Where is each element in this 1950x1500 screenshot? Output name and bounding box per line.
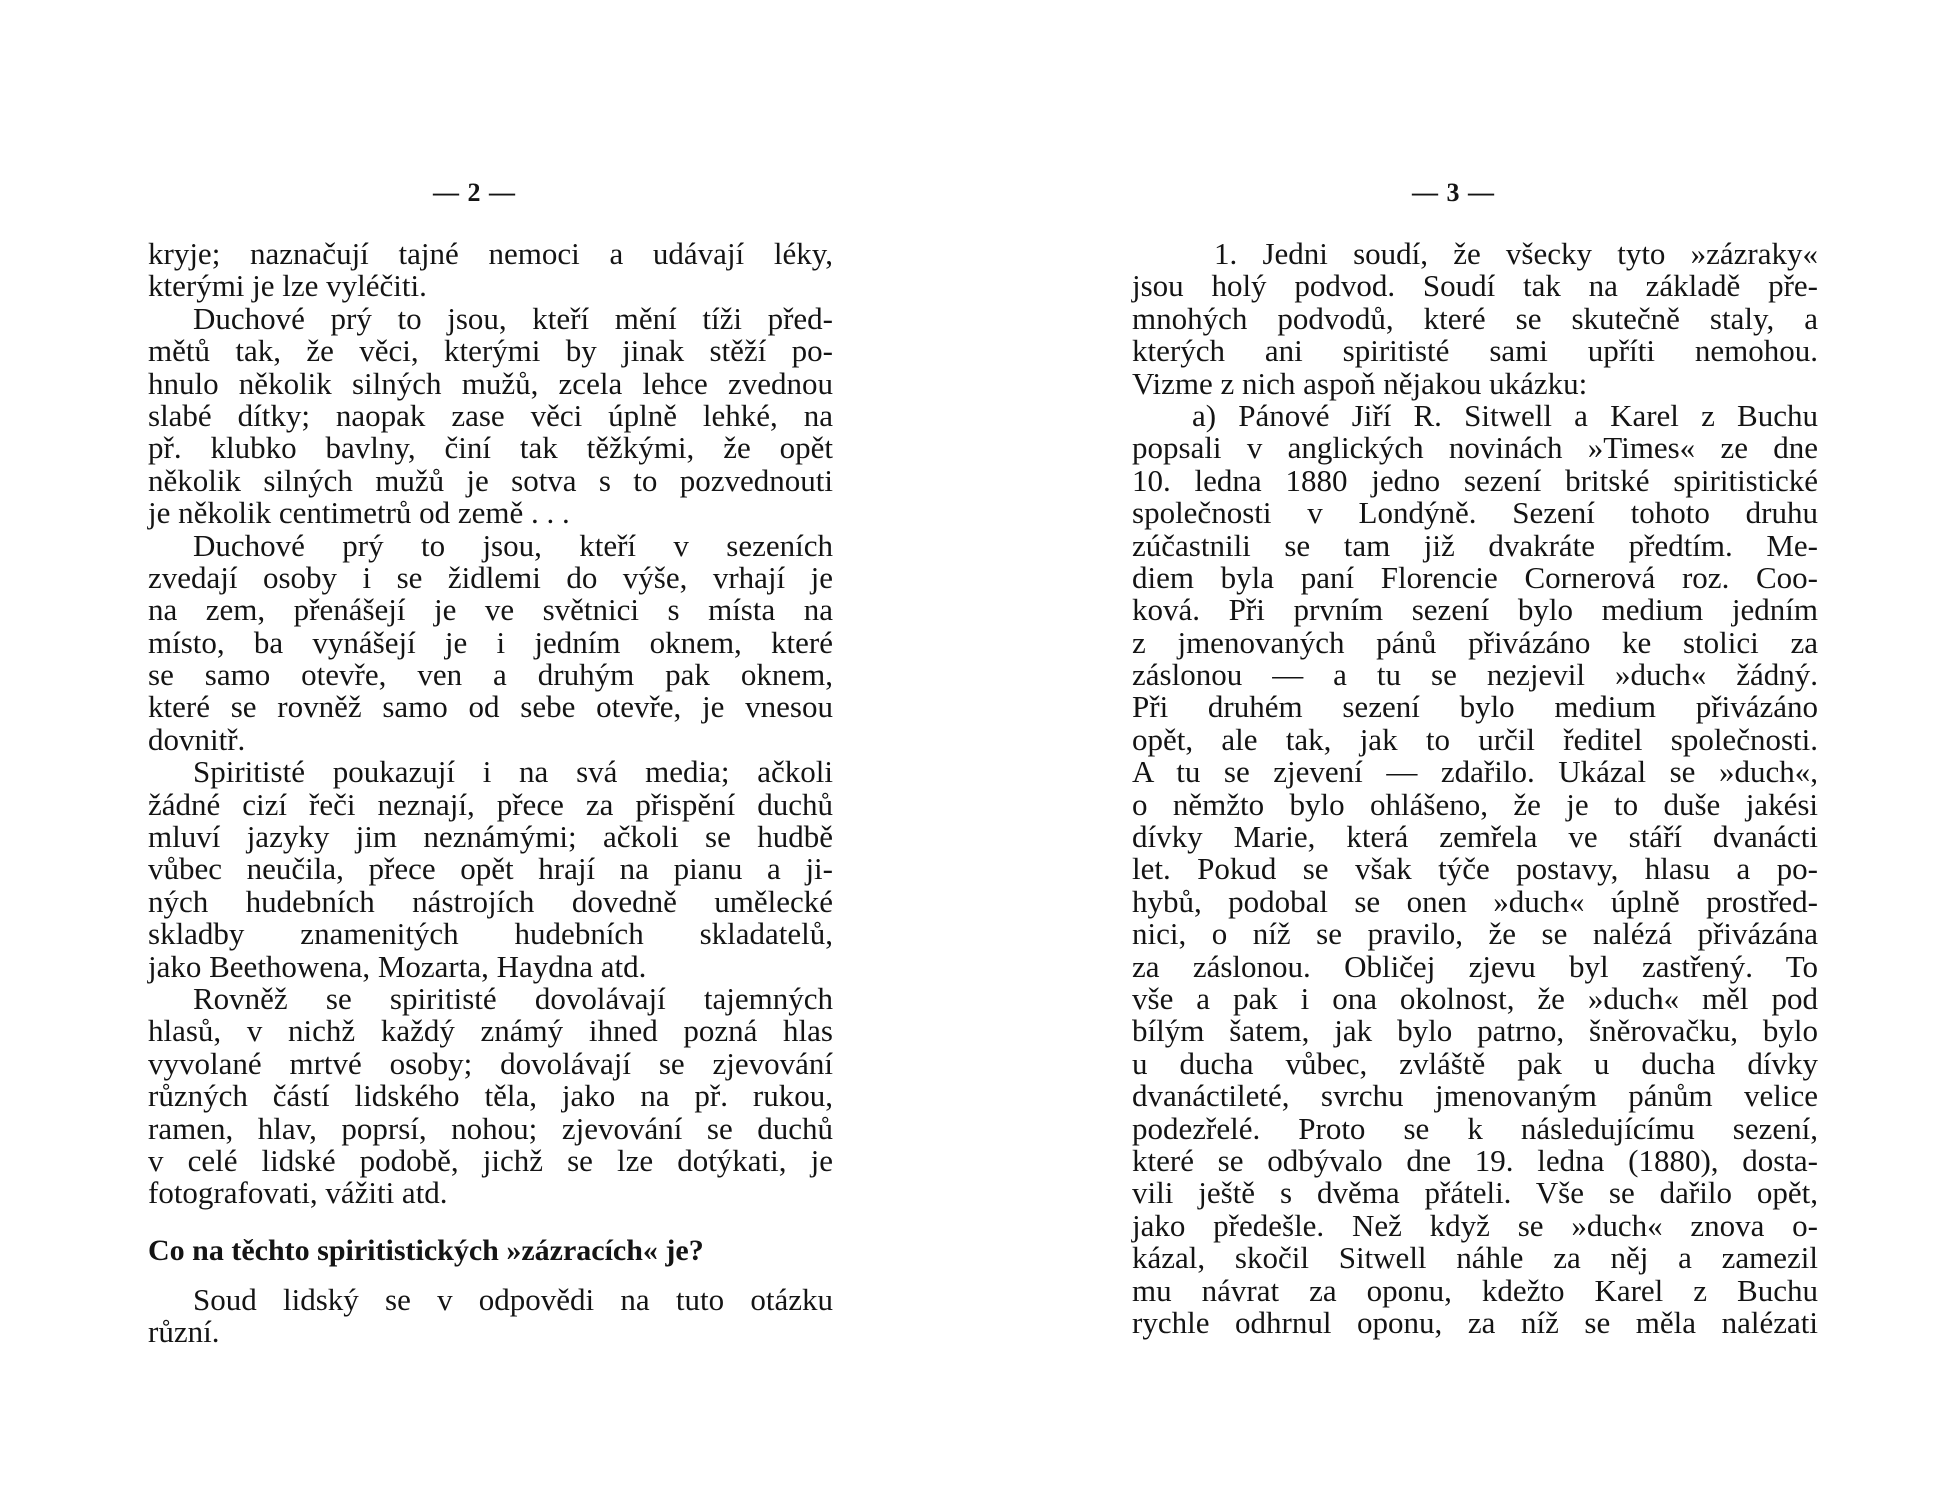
left-text-line: zvedají osoby i se židlemi do výše, vrhají je	[148, 559, 833, 595]
left-text-line: Duchové prý to jsou, kteří mění tíži před-	[193, 300, 833, 336]
left-text-line: ramen, hlav, poprsí, nohou; zjevování se duchů	[148, 1110, 833, 1146]
right-page-number: — 3 —	[1412, 178, 1495, 207]
left-text-line: př. klubko bavlny, činí tak těžkými, že opět	[148, 430, 833, 466]
right-text-line: jsou holý podvod. Soudí tak na základě pře-	[1132, 268, 1818, 304]
right-text-line: 10. ledna 1880 jedno sezení britské spiritistické	[1132, 462, 1818, 498]
left-text-line: různí.	[148, 1314, 220, 1350]
right-text-line: opět, ale tak, jak to určil ředitel společnosti.	[1132, 721, 1818, 757]
left-text-line: hnulo několik silných mužů, zcela lehce zvednou	[148, 365, 833, 401]
left-text-line: místo, ba vynášejí je i jedním oknem, které	[148, 624, 833, 660]
right-text-line: hybů, podobal se onen »duch« úplně prostřed-	[1132, 883, 1818, 919]
left-text-line: vyvolané mrtvé osoby; dovolávají se zjevování	[148, 1045, 833, 1081]
left-text-line: několik silných mužů je sotva s to pozvednouti	[148, 462, 833, 498]
right-text-line: vili ještě s dvěma přáteli. Vše se dařilo opět,	[1132, 1175, 1818, 1211]
left-text-line: se samo otevře, ven a druhým pak oknem,	[148, 657, 833, 693]
right-text-line: dívky Marie, která zemřela ve stáří dvanácti	[1132, 819, 1818, 855]
right-text-column	[1132, 238, 1818, 1339]
left-text-line: na zem, přenášejí je ve světnici s místa na	[148, 592, 833, 628]
right-text-line: o němžto bylo ohlášeno, že je to duše jakési	[1132, 786, 1818, 822]
right-text-line: popsali v anglických novinách »Times« ze dne	[1132, 430, 1818, 466]
left-text-line: fotografovati, vážiti atd.	[148, 1175, 448, 1211]
left-text-line: Spiritisté poukazují i na svá media; ačkoli	[193, 754, 833, 790]
left-text-line: Rovněž se spiritisté dovolávají tajemných	[193, 980, 833, 1016]
right-text-line: jako předešle. Než když se »duch« znova o-	[1132, 1207, 1818, 1243]
right-page	[975, 0, 1950, 1500]
left-text-line: žádné cizí řeči neznají, přece za přispění duchů	[148, 786, 833, 822]
left-text-line: hlasů, v nichž každý známý ihned pozná hlas	[148, 1013, 833, 1049]
left-text-line: skladby znamenitých hudebních skladatelů,	[148, 916, 833, 952]
right-text-line: záslonou — a tu se nezjevil »duch« žádný.	[1132, 657, 1818, 693]
right-text-line: ková. Při prvním sezení bylo medium jedním	[1132, 592, 1818, 628]
left-text-column	[148, 238, 833, 1349]
right-text-line: Při druhém sezení bylo medium přivázáno	[1132, 689, 1818, 725]
right-text-line: mu návrat za oponu, kdežto Karel z Buchu	[1132, 1272, 1818, 1308]
right-text-line: společnosti v Londýně. Sezení tohoto druhu	[1132, 495, 1818, 531]
right-text-line: A tu se zjevení — zdařilo. Ukázal se »duch«,	[1132, 754, 1818, 790]
left-text-line: různých částí lidského těla, jako na př. rukou,	[148, 1078, 833, 1114]
right-text-line: vše a pak i ona okolnost, že »duch« měl pod	[1132, 980, 1818, 1016]
right-text-line: nici, o níž se pravilo, že se nalézá přivázána	[1132, 916, 1818, 952]
right-text-line: Vizme z nich aspoň nějakou ukázku:	[1132, 365, 1588, 401]
left-text-line: mluví jazyky jim neznámými; ačkoli se hudbě	[148, 819, 833, 855]
left-text-line: slabé dítky; naopak zase věci úplně lehké, na	[148, 397, 833, 433]
left-text-line: jako Beethowena, Mozarta, Haydna atd.	[148, 948, 647, 984]
left-text-line: vůbec neučila, přece opět hrají na pianu a ji-	[148, 851, 833, 887]
right-text-line: zúčastnili se tam již dvakráte předtím. Me-	[1132, 527, 1818, 563]
right-text-line: kázal, skočil Sitwell náhle za něj a zamezil	[1132, 1240, 1818, 1276]
left-text-line: Soud lidský se v odpovědi na tuto otázku	[193, 1281, 833, 1317]
right-text-line: kterých ani spiritisté sami upříti nemohou.	[1132, 333, 1818, 369]
right-text-line: dvanáctileté, svrchu jmenovaným pánům velice	[1132, 1078, 1818, 1114]
left-text-line: které se rovněž samo od sebe otevře, je vnesou	[148, 689, 833, 725]
left-text-line: dovnitř.	[148, 721, 246, 757]
left-page-number: — 2 —	[433, 178, 516, 207]
right-text-line: za záslonou. Obličej zjevu byl zastřený. To	[1132, 948, 1818, 984]
right-text-line: z jmenovaných pánů přivázáno ke stolici za	[1132, 624, 1818, 660]
right-text-line: diem byla paní Florencie Cornerová roz. Coo-	[1132, 559, 1818, 595]
section-heading: Co na těchto spiritistických »zázracích« je?	[148, 1233, 704, 1267]
right-text-line: a) Pánové Jiří R. Sitwell a Karel z Buchu	[1192, 397, 1818, 433]
right-text-line: let. Pokud se však týče postavy, hlasu a po-	[1132, 851, 1818, 887]
left-text-line: v celé lidské podobě, jichž se lze dotýkati, je	[148, 1142, 833, 1178]
right-text-line: 1. Jedni soudí, že všecky tyto »zázraky«	[1214, 236, 1818, 271]
left-text-line: ných hudebních nástrojích dovedně umělecké	[148, 883, 833, 919]
left-text-line: mětů tak, že věci, kterými by jinak stěží po-	[148, 333, 833, 369]
left-text-line: Duchové prý to jsou, kteří v sezeních	[193, 527, 833, 563]
left-text-line: kryje; naznačují tajné nemoci a udávají léky,	[148, 236, 833, 271]
left-text-line: je několik centimetrů od země . . .	[148, 495, 570, 531]
right-text-line: které se odbývalo dne 19. ledna (1880), dosta-	[1132, 1142, 1818, 1178]
right-text-line: podezřelé. Proto se k následujícímu sezení,	[1132, 1110, 1818, 1146]
left-text-line: kterými je lze vyléčiti.	[148, 268, 427, 304]
right-text-line: mnohých podvodů, které se skutečně staly, a	[1132, 300, 1818, 336]
right-text-line: bílým šatem, jak bylo patrno, šněrovačku, bylo	[1132, 1013, 1818, 1049]
right-text-line: u ducha vůbec, zvláště pak u ducha dívky	[1132, 1045, 1818, 1081]
right-text-line: rychle odhrnul oponu, za níž se měla nalézati	[1132, 1304, 1818, 1340]
